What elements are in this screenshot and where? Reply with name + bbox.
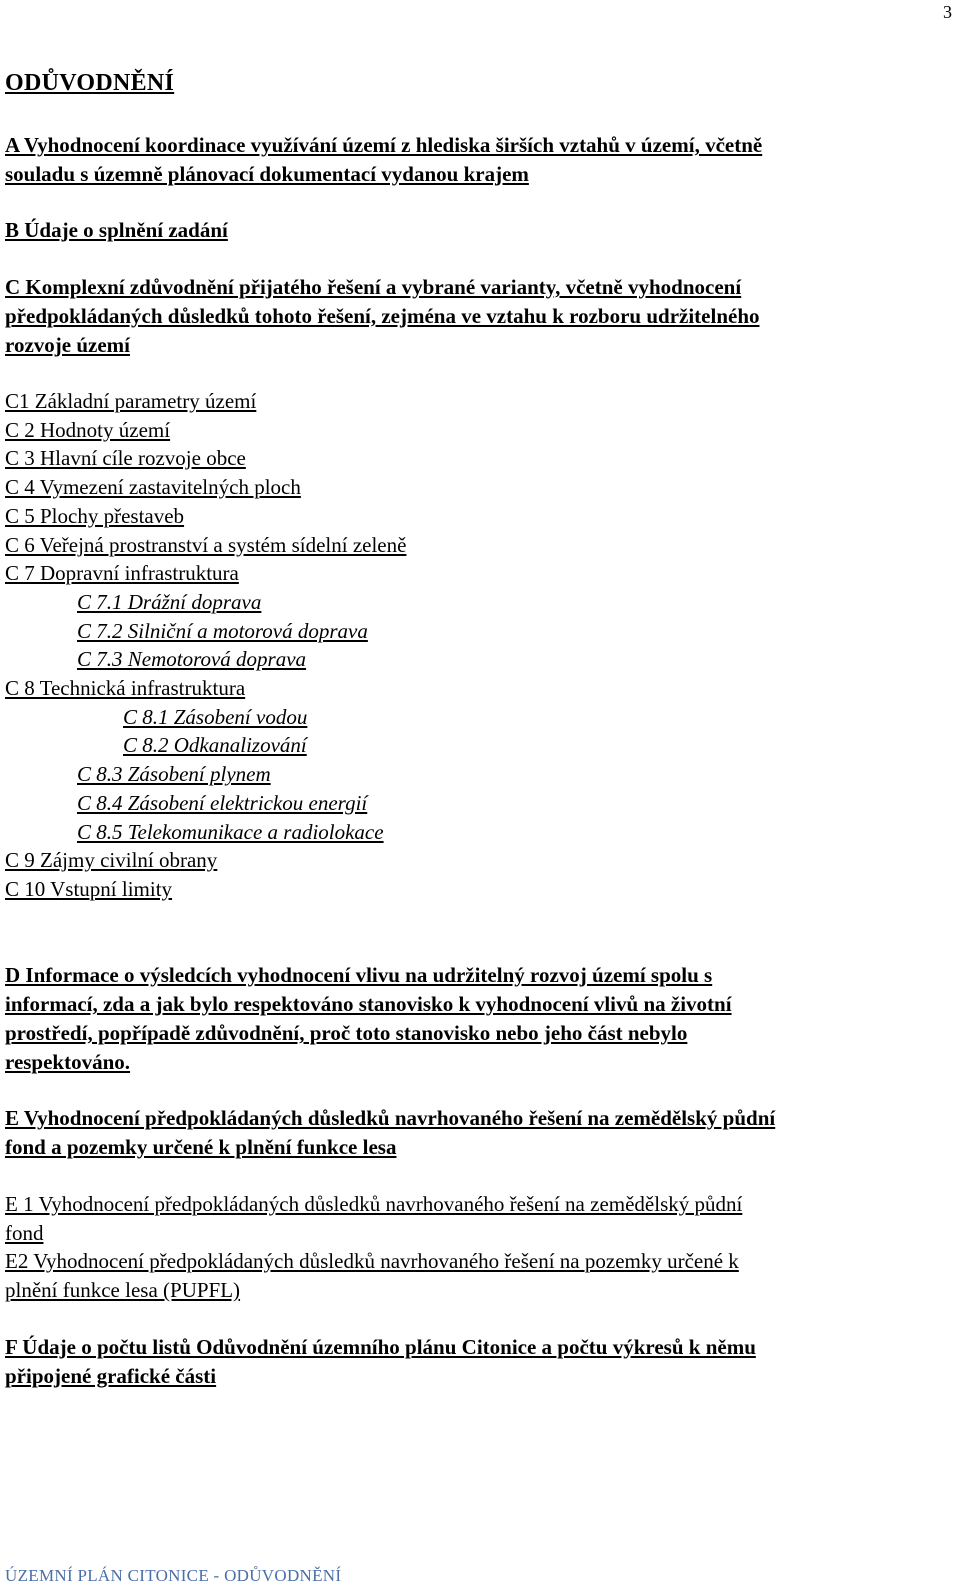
- toc-item: C 7.1 Drážní doprava: [77, 589, 262, 614]
- section-a-heading: [5, 131, 945, 189]
- toc-item: C 7.3 Nemotorová doprava: [77, 647, 307, 672]
- toc-item: C 9 Zájmy civilní obrany: [5, 848, 218, 873]
- section-c-line-2: předpokládaných důsledků tohoto řešení, zejména ve vztahu k rozboru udržitelného: [5, 304, 760, 328]
- toc-item: C 8.2 Odkanalizování: [123, 733, 307, 758]
- toc-item: C 10 Vstupní limity: [5, 876, 173, 901]
- toc-item: C 8 Technická infrastruktura: [5, 676, 246, 701]
- toc-item: C 3 Hlavní cíle rozvoje obce: [5, 446, 246, 471]
- section-e1-line-1: E 1 Vyhodnocení předpokládaných důsledků navrhovaného řešení na zemědělský půdní: [5, 1192, 743, 1216]
- main-heading: ODŮVODNĚNÍ: [5, 70, 175, 96]
- section-e1-item: [5, 1190, 945, 1248]
- section-d-line-4: respektováno.: [5, 1050, 131, 1074]
- section-d-line-2: informací, zda a jak bylo respektováno stanovisko k vyhodnocení vlivů na životní: [5, 992, 732, 1016]
- section-a-line-2: souladu s územně plánovací dokumentací vydanou krajem: [5, 162, 529, 186]
- toc-item: C 5 Plochy přestaveb: [5, 503, 185, 528]
- toc-item: C 8.1 Zásobení vodou: [123, 704, 308, 729]
- section-a-line-1: A Vyhodnocení koordinace využívání území z hlediska širších vztahů v území, včetně: [5, 133, 763, 157]
- section-b-heading: [5, 216, 945, 245]
- toc-item: C 7.2 Silniční a motorová doprava: [77, 618, 368, 643]
- section-b-line-1: B Údaje o splnění zadání: [5, 218, 228, 242]
- section-f-heading: [5, 1333, 945, 1391]
- toc-item: C 4 Vymezení zastavitelných ploch: [5, 475, 301, 500]
- page-footer: ÚZEMNÍ PLÁN CITONICE - ODŮVODNĚNÍ: [5, 1566, 342, 1585]
- page-number: 3: [943, 2, 952, 22]
- toc-item: C 8.3 Zásobení plynem: [77, 762, 271, 787]
- toc-item: C 7 Dopravní infrastruktura: [5, 561, 239, 586]
- section-e-line-1: E Vyhodnocení předpokládaných důsledků navrhovaného řešení na zemědělský půdní: [5, 1106, 776, 1130]
- section-e-line-2: fond a pozemky určené k plnění funkce lesa: [5, 1135, 397, 1159]
- section-c-heading: [5, 273, 945, 360]
- section-c-line-3: rozvoje území: [5, 333, 130, 357]
- toc-item: C 8.5 Telekomunikace a radiolokace: [77, 819, 384, 844]
- toc-item: C1 Základní parametry území: [5, 389, 257, 413]
- section-e2-item: [5, 1247, 945, 1305]
- section-e1-line-2: fond: [5, 1221, 44, 1245]
- toc-item: C 8.4 Zásobení elektrickou energií: [77, 790, 368, 815]
- section-d-heading: [5, 961, 945, 1077]
- toc-item: C 6 Veřejná prostranství a systém sídelní zeleně: [5, 532, 407, 557]
- section-f-line-1: F Údaje o počtu listů Odůvodnění územního plánu Citonice a počtu výkresů k němu: [5, 1335, 756, 1359]
- section-d-line-3: prostředí, popřípadě zdůvodnění, proč toto stanovisko nebo jeho část nebylo: [5, 1021, 688, 1045]
- section-e-heading: [5, 1104, 945, 1162]
- section-c-line-1: C Komplexní zdůvodnění přijatého řešení a vybrané varianty, včetně vyhodnocení: [5, 275, 742, 299]
- section-f-line-2: připojené grafické části: [5, 1364, 217, 1388]
- section-d-line-1: D Informace o výsledcích vyhodnocení vlivu na udržitelný rozvoj území spolu s: [5, 963, 713, 987]
- toc-item: C 2 Hodnoty území: [5, 417, 171, 442]
- section-e2-line-2: plnění funkce lesa (PUPFL): [5, 1278, 241, 1302]
- section-e2-line-1: E2 Vyhodnocení předpokládaných důsledků navrhovaného řešení na pozemky určené k: [5, 1249, 739, 1273]
- section-c-subsection-list: [5, 387, 406, 904]
